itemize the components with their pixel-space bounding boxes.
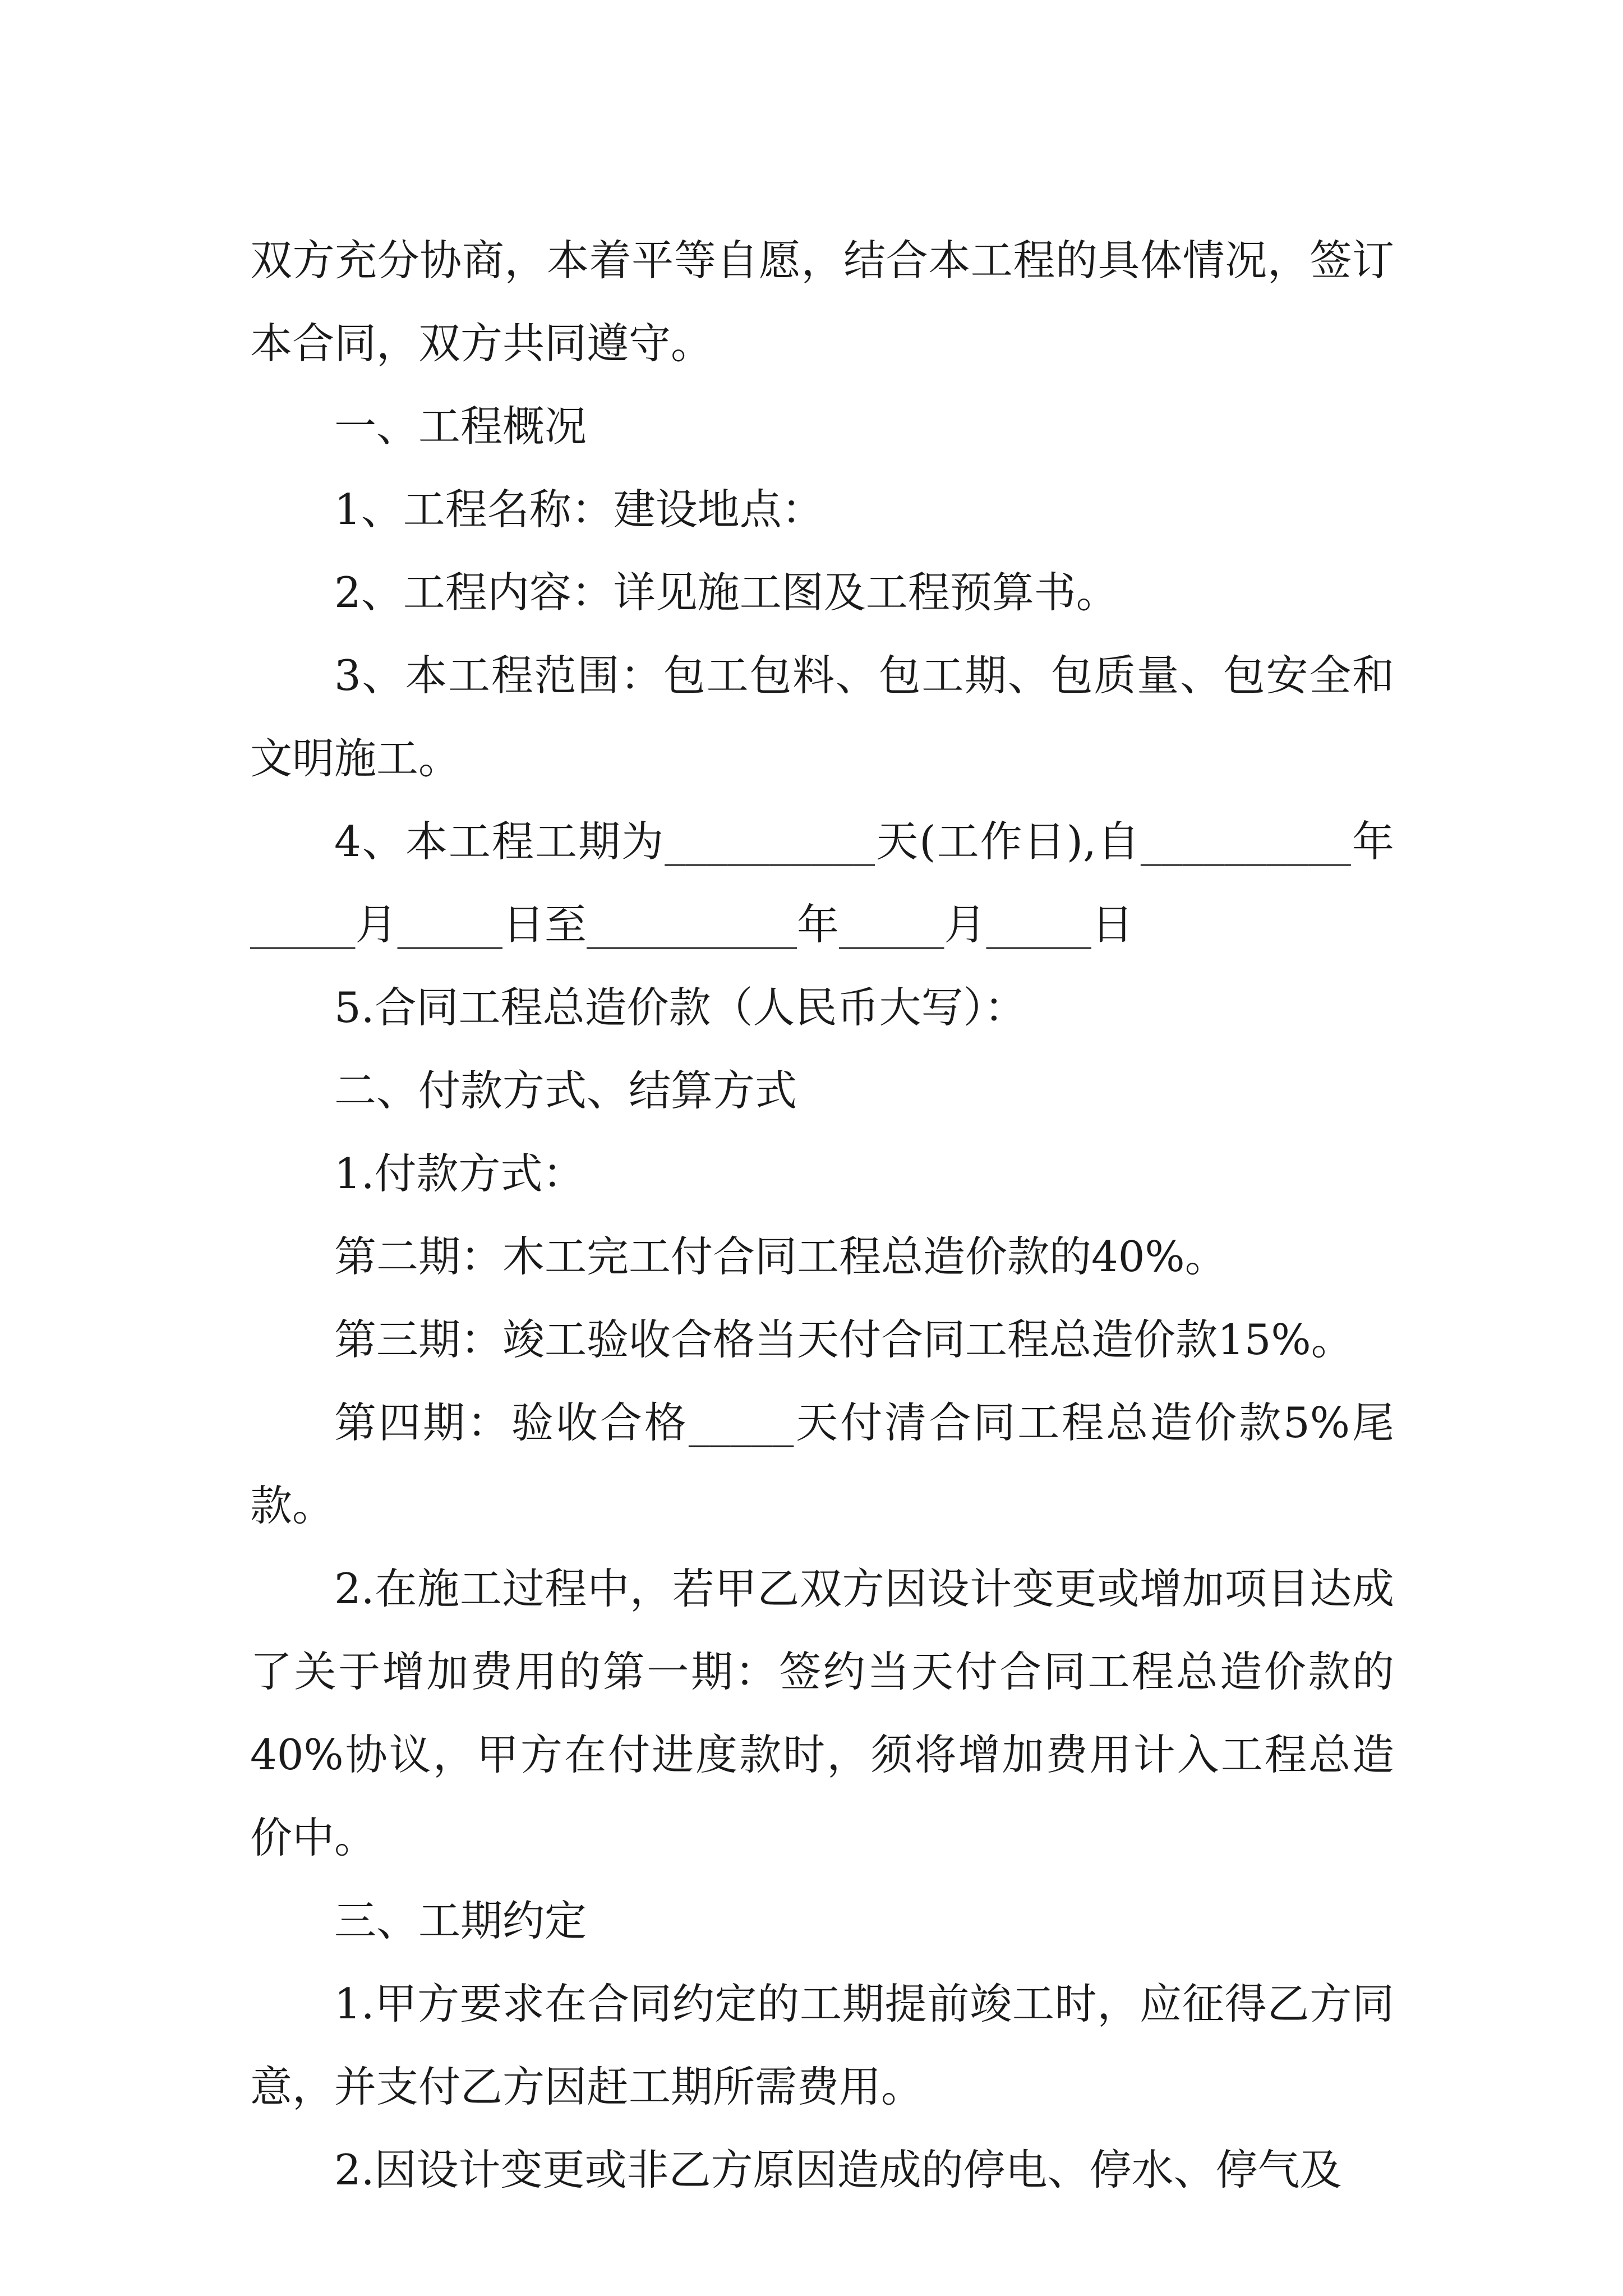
clause-early-completion: 1.甲方要求在合同约定的工期提前竣工时，应征得乙方同意，并支付乙方因赶工期所需费用。 [250,1979,1394,2111]
clause-project-name: 1、工程名称：建设地点： [334,485,824,534]
clause-delay-causes: 2.因设计变更或非乙方原因造成的停电、停水、停气及 [334,2145,1342,2194]
clause-payment-method: 1.付款方式： [334,1149,585,1198]
clause-design-change-costs: 2.在施工过程中，若甲乙双方因设计变更或增加项目达成了关于增加费用的第一期：签约当天付合同工程总造价款的40%协议，甲方在付进度款时，须将增加费用计入工程总造价中。 [250,1564,1394,1862]
clause-project-duration: 4、本工程工期为__________天(工作日),自__________年_____月_____日至__________年_____月_____日 [250,817,1394,949]
clause-payment-phase-4: 第四期：验收合格_____天付清合同工程总造价款5%尾款。 [250,1398,1394,1530]
clause-payment-phase-3: 第三期：竣工验收合格当天付合同工程总造价款15%。 [334,1315,1353,1364]
section-heading-payment: 二、付款方式、结算方式 [334,1066,797,1115]
paragraph-intro-continuation: 双方充分协商，本着平等自愿，结合本工程的具体情况，签订本合同，双方共同遵守。 [250,236,1394,368]
clause-payment-phase-2: 第二期：木工完工付合同工程总造价款的40%。 [334,1232,1227,1281]
section-heading-schedule: 三、工期约定 [334,1896,587,1945]
document-body [250,219,1394,2211]
section-heading-project-overview: 一、工程概况 [334,402,587,451]
clause-total-price: 5.合同工程总造价款（人民币大写）： [334,983,1027,1032]
clause-project-scope: 3、本工程范围：包工包料、包工期、包质量、包安全和文明施工。 [250,651,1394,783]
clause-project-content: 2、工程内容：详见施工图及工程预算书。 [334,568,1118,617]
